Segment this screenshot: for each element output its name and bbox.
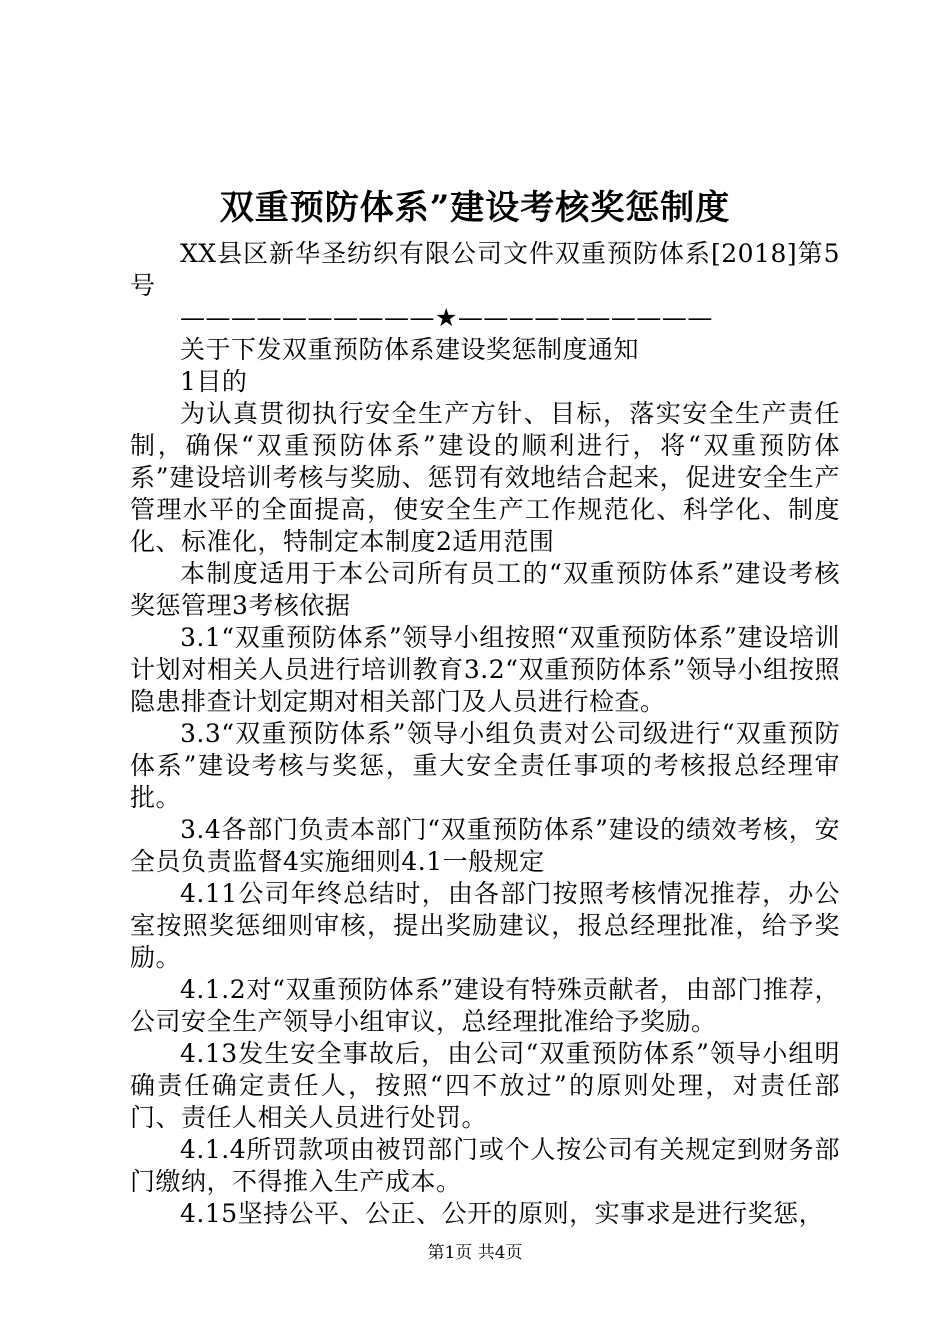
paragraph-4-1-3: 4.13发生安全事故后，由公司“双重预防体系”领导小组明确责任确定责任人，按照“四不放过”的原则处理，对责任部门、责任人相关人员进行处罚。 <box>130 1039 840 1132</box>
paragraph-3-1: 3.1“双重预防体系”领导小组按照“双重预防体系”建设培训计划对相关人员进行培训教育3.2“双重预防体系”领导小组按照隐患排查计划定期对相关部门及人员进行检查。 <box>130 623 840 716</box>
paragraph-4-1-5: 4.15坚持公平、公正、公开的原则，实事求是进行奖惩， <box>180 1199 825 1228</box>
paragraph-purpose: 为认真贯彻执行安全生产方针、目标，落实安全生产责任制，确保“双重预防体系”建设的顺利进行，将“双重预防体系”建设培训考核与奖励、惩罚有效地结合起来，促进安全生产管理水平的全面提高，使安全生产工作规范化、科学化、制度化、标准化，特制定本制度2适用范围 <box>130 399 840 556</box>
section-heading-purpose: 1目的 <box>180 367 248 396</box>
paragraph-3-4: 3.4各部门负责本部门“双重预防体系”建设的绩效考核，安全员负责监督4实施细则4.1一般规定 <box>130 815 840 876</box>
notice-heading: 关于下发双重预防体系建设奖惩制度通知 <box>180 335 640 364</box>
paragraph-4-1-4: 4.1.4所罚款项由被罚部门或个人按公司有关规定到财务部门缴纳，不得推入生产成本。 <box>130 1135 840 1196</box>
paragraph-3-3: 3.3“双重预防体系”领导小组负责对公司级进行“双重预防体系”建设考核与奖惩，重大安全责任事项的考核报总经理审批。 <box>130 719 840 812</box>
paragraph-scope: 本制度适用于本公司所有员工的“双重预防体系”建设考核奖惩管理3考核依据 <box>130 559 840 620</box>
separator-line: ——————————★—————————— <box>180 303 713 332</box>
document-title: 双重预防体系”建设考核奖惩制度 <box>219 188 731 228</box>
page-footer: 第1页 共4页 <box>427 1243 523 1263</box>
document-number-line: XX县区新华圣纺织有限公司文件双重预防体系[2018]第5号 <box>130 239 840 300</box>
paragraph-4-1-1: 4.11公司年终总结时，由各部门按照考核情况推荐，办公室按照奖惩细则审核，提出奖励建议，报总经理批准，给予奖励。 <box>130 879 840 972</box>
document-body <box>130 238 840 1230</box>
paragraph-4-1-2: 4.1.2对“双重预防体系”建设有特殊贡献者，由部门推荐，公司安全生产领导小组审议，总经理批准给予奖励。 <box>130 975 840 1036</box>
